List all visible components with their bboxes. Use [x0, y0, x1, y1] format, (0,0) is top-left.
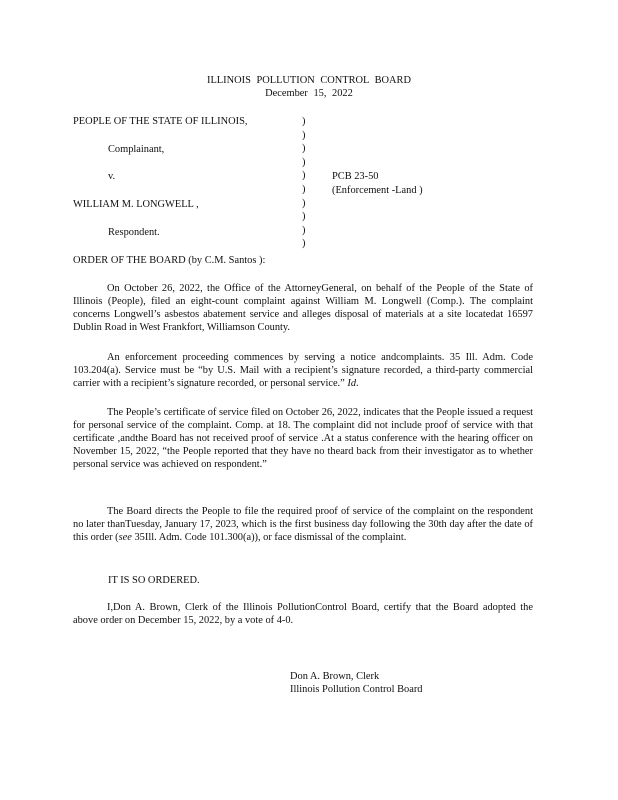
respondent-role: Respondent.	[108, 227, 160, 238]
case-type: (Enforcement -Land )	[332, 185, 423, 196]
versus-label: v.	[108, 171, 116, 182]
paragraph-certificate-text: The People’s certificate of service filed on October 26, 2022, indicates that the People issued a request for personal service of the complaint. Comp. at 18. The complaint did not include proof of service with that certificate ,andthe Board has not received proof of service .At a status conference with the hearing officer on November 15, 2022, “the People reported that they have no theard back from their investigator as to whether personal service was achieved on respondent.”	[73, 407, 533, 470]
paragraph-directive	[73, 505, 533, 544]
paragraph-filing-text: On October 26, 2022, the Office of the AttorneyGeneral, on behalf of the People of the State of Illinois (People), filed an eight-count complaint against William M. Longwell (Comp.). The complaint concerns Longwell’s asbestos abatement service and alleges disposal of materials at a site locatedat 16597 Dublin Road in West Frankfort, Williamson County.	[73, 283, 533, 333]
caption-parentheses: ) ) ) ) ) ) ) ) ) )	[302, 116, 306, 250]
paragraph-service-rule-text: An enforcement proceeding commences by serving a notice andcomplaints. 35 Ill. Adm. Code 103.204(a). Service must be “by U.S. Mail with a recipient’s signature recorded, a third-party commercial carrier with a recipient’s signature recorded, or personal service.”	[73, 352, 533, 389]
paragraph-directive-text-a: The Board directs the People to file the required proof of service of the complaint on the respondent no later thanTuesday, January 17, 2023, which is the first business day following the 30th day after the date of this order (	[73, 506, 533, 543]
see-citation: see	[118, 532, 132, 543]
paragraph-service-rule-end: .	[356, 378, 359, 389]
id-citation: Id	[347, 378, 357, 389]
complainant-role: Complainant,	[108, 144, 165, 155]
so-ordered: IT IS SO ORDERED.	[108, 575, 200, 586]
paragraph-certification	[73, 601, 533, 627]
complainant-name: PEOPLE OF THE STATE OF ILLINOIS,	[73, 116, 248, 127]
order-heading: ORDER OF THE BOARD (by C.M. Santos ):	[73, 255, 266, 266]
order-date: December 15, 2022	[265, 88, 353, 99]
signature-org: Illinois Pollution Control Board	[290, 684, 423, 695]
paragraph-certification-text: I,Don A. Brown, Clerk of the Illinois PollutionControl Board, certify that the Board adopted the above order on December 15, 2022, by a vote of 4-0.	[73, 602, 533, 626]
paragraph-directive-text-b: 35Ill. Adm. Code 101.300(a)), or face dismissal of the complaint.	[131, 532, 407, 543]
paragraph-certificate	[73, 406, 533, 471]
respondent-name: WILLIAM M. LONGWELL ,	[73, 199, 199, 210]
case-number: PCB 23-50	[332, 171, 379, 182]
paragraph-filing	[73, 282, 533, 334]
paragraph-service-rule	[73, 351, 533, 390]
signature-name: Don A. Brown, Clerk	[290, 671, 380, 682]
board-name-heading: ILLINOIS POLLUTION CONTROL BOARD	[206, 75, 411, 86]
